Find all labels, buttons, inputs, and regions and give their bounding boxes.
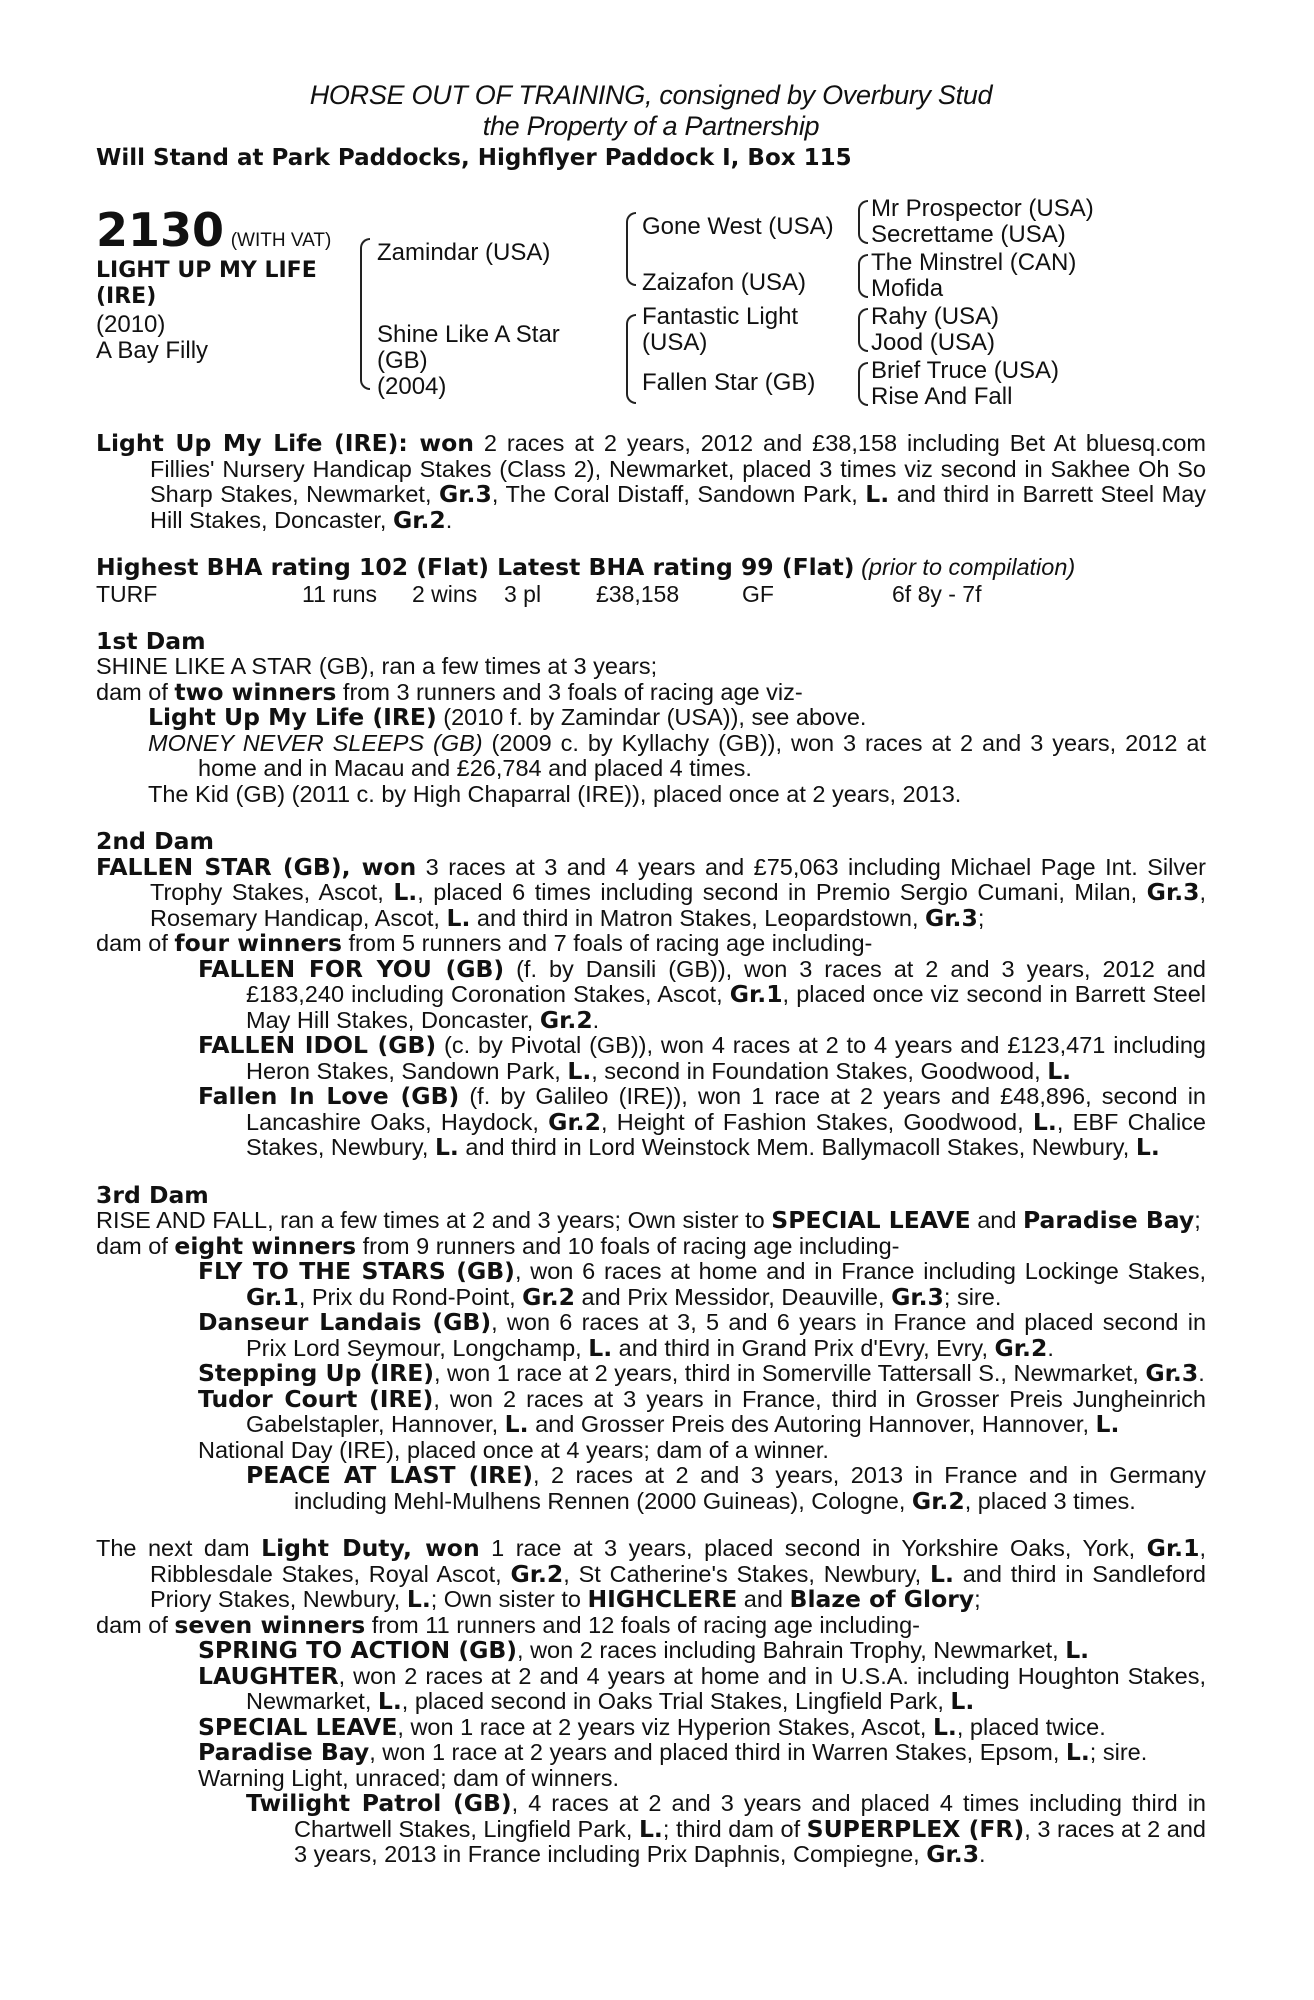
text-run: won: [419, 429, 474, 457]
text-run: dam of: [96, 1611, 175, 1638]
offspring-entry: [198, 1738, 1206, 1766]
text-run: Paradise Bay: [1022, 1206, 1195, 1234]
text-run: L.: [1032, 1107, 1057, 1136]
text-run: , The Coral Distaff, Sandown Park,: [491, 481, 858, 507]
text-run: .: [445, 506, 453, 533]
text-run: Light Up My Life (IRE): [96, 429, 399, 457]
text-run: , Height of Fashion Stakes, Goodwood,: [600, 1108, 1033, 1135]
header-consignor: HORSE OUT OF TRAINING, consigned by Overbury Stud: [309, 80, 993, 110]
second-dam-produce: [96, 931, 1206, 957]
first-dam-produce: [96, 677, 1206, 706]
text-run: from 9 runners and 10 foals of racing age including-: [356, 1232, 900, 1259]
text-run: ; Own sister to: [430, 1586, 588, 1612]
text-run: ; sire.: [1089, 1739, 1148, 1765]
text-run: L.: [434, 1133, 459, 1161]
pedigree-bracket: [858, 308, 868, 352]
offspring-entry: [198, 1308, 1207, 1362]
offspring-entry: [198, 1257, 1207, 1311]
third-dam-produce: [96, 1231, 1206, 1260]
text-run: L.: [865, 480, 890, 508]
text-run: (c. by Pivotal (GB)), won 4 races at 2 to 4 years and £123,471 including Heron Stakes, Sandown Park,: [246, 1032, 1206, 1084]
offspring-entry: [198, 1661, 1206, 1715]
text-run: .: [1047, 1334, 1054, 1361]
text-run: , Ribblesdale Stakes, Royal Ascot,: [150, 1535, 1206, 1587]
text-run: , won: [341, 852, 417, 881]
sire-dam: Zaizafon (USA): [642, 269, 807, 296]
text-run: Danseur Landais (GB): [198, 1308, 492, 1336]
ancestor: Mr Prospector (USA): [871, 195, 1094, 222]
text-run: L.: [377, 1687, 402, 1715]
ancestor: Mofida: [871, 275, 944, 302]
offspring-entry: [198, 1384, 1206, 1438]
text-run: Gr.1: [246, 1282, 299, 1311]
text-run: .: [592, 1006, 600, 1033]
grand-offspring-entry: [246, 1461, 1206, 1515]
ancestor: Jood (USA): [871, 329, 996, 356]
horse-name: LIGHT UP MY LIFE: [96, 258, 317, 283]
text-run: , won: [403, 1534, 480, 1562]
text-run: L.: [1135, 1133, 1160, 1161]
offspring-entry: [198, 1359, 1206, 1387]
text-run: L.: [638, 1814, 663, 1843]
first-dam-heading: 1st Dam: [96, 626, 206, 655]
pedigree-bracket: [858, 200, 868, 244]
text-run: and third in Barrett Steel May Hill Stakes, Doncaster,: [150, 481, 1207, 533]
pedigree-bracket: [360, 238, 370, 390]
text-run: L.: [393, 878, 418, 906]
text-run: FALLEN IDOL (GB): [198, 1031, 437, 1059]
text-run: .: [1198, 1360, 1205, 1386]
text-run: , placed 6 times including second in Premio Sergio Cumani, Milan,: [417, 879, 1147, 905]
text-run: Gr.3: [1145, 1359, 1199, 1387]
text-run: L.: [588, 1333, 613, 1362]
text-run: , placed second in Oaks Trial Stakes, Lingfield Park,: [401, 1688, 951, 1714]
text-run: L.: [406, 1585, 431, 1613]
text-run: , 3 races at 2 and 3 years, 2013 in France including Prix Daphnis, Compiegne,: [294, 1815, 1206, 1867]
text-run: , Rosemary Handicap, Ascot,: [150, 879, 1207, 931]
text-run: , 2 races at 2 and 3 years, 2013 in France and in Germany including Mehl-Mulhens Rennen (2000 Guineas), Cologne,: [294, 1462, 1206, 1514]
offspring-entry: [198, 1082, 1207, 1161]
header-property: the Property of a Partnership: [482, 111, 820, 141]
text-run: 11 runs: [302, 580, 378, 607]
text-run: , won 6 races at home and in France including Lockinge Stakes,: [514, 1258, 1207, 1284]
text-run: LAUGHTER: [198, 1661, 339, 1690]
horse-year: (2010): [96, 311, 166, 338]
text-run: from 3 runners and 3 foals of racing age viz-: [336, 678, 803, 705]
text-run: .: [979, 1841, 986, 1867]
text-run: dam of: [96, 678, 175, 705]
text-run: and Grosser Preis des Autoring Hannover, Hannover,: [528, 1411, 1096, 1437]
lot-number: 2130: [96, 203, 225, 257]
dam-year: (2004): [377, 373, 447, 400]
text-run: Gr.1: [1146, 1534, 1200, 1562]
text-run: (prior to compilation): [861, 554, 1076, 580]
text-run: Stepping Up (IRE): [198, 1359, 434, 1387]
pedigree-block: [96, 192, 1206, 417]
text-run: L.: [446, 903, 471, 932]
text-run: and third in Grand Prix d'Evry, Evry,: [612, 1334, 995, 1361]
text-run: , EBF Chalice Stakes, Newbury,: [246, 1108, 1207, 1160]
text-run: Gr.3: [439, 480, 492, 508]
ancestor: Secrettame (USA): [871, 221, 1066, 248]
text-run: ; third dam of: [662, 1815, 807, 1842]
text-run: , won 2 races including Bahrain Trophy, Newmarket,: [517, 1637, 1066, 1663]
text-run: Gr.2: [392, 505, 446, 534]
ratings-row: [96, 581, 1206, 607]
ancestor: The Minstrel (CAN): [871, 249, 1077, 276]
text-run: RISE AND FALL, ran a few times at 2 and 3 years; Own sister to: [96, 1207, 772, 1233]
text-run: Tudor Court (IRE): [198, 1384, 434, 1413]
text-run: L.: [1065, 1636, 1090, 1664]
text-run: and: [970, 1207, 1023, 1233]
text-run: ;: [974, 1586, 981, 1612]
offspring-entry: [198, 1712, 1206, 1741]
lot-heading: [96, 203, 332, 257]
text-run: Gr.3: [926, 1840, 980, 1868]
text-run: £38,158: [596, 580, 680, 607]
pedigree-bracket: [858, 362, 868, 406]
pedigree-bracket: [626, 314, 636, 404]
offspring-entry: [198, 1636, 1206, 1664]
text-run: , St Catherine's Stakes, Newbury,: [563, 1560, 930, 1587]
text-run: SPECIAL LEAVE: [198, 1712, 398, 1741]
text-run: Twilight Patrol (GB): [246, 1789, 512, 1817]
dam-name: Shine Like A Star: [377, 321, 560, 348]
text-run: from 5 runners and 7 foals of racing age including-: [342, 930, 873, 956]
text-run: L.: [567, 1056, 592, 1085]
offspring-entry: National Day (IRE), placed once at 4 years; dam of a winner.: [198, 1436, 829, 1463]
first-dam-line: SHINE LIKE A STAR (GB), ran a few times at 3 years;: [96, 653, 658, 679]
text-run: , placed once viz second in Barrett Steel May Hill Stakes, Doncaster,: [246, 981, 1207, 1033]
text-run: 1 race at 3 years, placed second in Yorkshire Oaks, York,: [479, 1535, 1147, 1561]
text-run: Gr.2: [911, 1486, 965, 1515]
text-run: SPECIAL LEAVE: [771, 1206, 971, 1234]
text-run: Light Duty: [261, 1534, 404, 1562]
text-run: 2 races at 2 years, 2012 and £38,158 including Bet At bluesq.com Fillies' Nursery Handicap Stakes (Class 2), Newmarket, placed 3 times viz second in Sakhee Oh So Sharp Stakes, Newmarket,: [150, 430, 1206, 507]
text-run: The next dam: [96, 1535, 262, 1561]
next-dam-record: [96, 1534, 1206, 1613]
text-run: Gr.1: [729, 980, 783, 1008]
vat-note: (WITH VAT): [230, 230, 332, 251]
text-run: 6f 8y - 7f: [892, 580, 982, 607]
text-run: ; sire.: [943, 1283, 1002, 1310]
text-run: L.: [1047, 1056, 1072, 1085]
text-run: two winners: [174, 677, 337, 706]
horse-description: A Bay Filly: [96, 337, 209, 364]
pedigree-bracket: [626, 212, 636, 286]
offspring-entry: [148, 703, 1206, 731]
text-run: ;: [1194, 1207, 1201, 1233]
text-run: 3 pl: [504, 580, 542, 607]
text-run: , 4 races at 2 and 3 years and placed 4 times including third in Chartwell Stakes, Lingfield Park,: [294, 1790, 1206, 1842]
text-run: L.: [930, 1559, 954, 1588]
sire-sire: Gone West (USA): [642, 213, 834, 240]
offspring-entry: Warning Light, unraced; dam of winners.: [198, 1764, 620, 1791]
text-run: SUPERPLEX (FR): [806, 1814, 1025, 1843]
ratings-heading: [96, 555, 1206, 581]
text-run: , won 6 races at 3, 5 and 6 years in France and placed second in Prix Lord Seymour, Longchamp,: [246, 1309, 1207, 1361]
dam-dam: Fallen Star (GB): [642, 369, 816, 396]
catalogue-page: [96, 80, 1206, 1868]
text-run: , won 1 race at 2 years viz Hyperion Stakes, Ascot,: [397, 1713, 933, 1740]
text-run: Fallen In Love (GB): [198, 1082, 460, 1110]
text-run: Gr.2: [522, 1282, 575, 1311]
text-run: Gr.2: [548, 1107, 601, 1136]
text-run: Gr.3: [925, 903, 978, 932]
text-run: Gr.3: [1146, 878, 1200, 906]
text-run: dam of: [96, 1232, 175, 1259]
offspring-entry: [148, 729, 1206, 782]
race-summary: Light Up My Life (IRE): won 2 races at 2 years, 2012 and £38,158 including Bet At bluesq.com Fillies' Nursery Handicap Stakes (Class 2), Newmarket, placed 3 times viz second in Sakhee Oh So Sharp Stakes, Newmarket, Gr.3, The Coral Distaff, Sandown Park, L. and third in Barrett Steel May Hill Stakes, Doncaster, Gr.2.: [96, 429, 1207, 534]
text-run: , placed twice.: [956, 1713, 1106, 1740]
text-run: and Prix Messidor, Deauville,: [574, 1283, 892, 1310]
text-run: seven winners: [174, 1610, 366, 1639]
text-run: L.: [1095, 1410, 1120, 1438]
text-run: four winners: [174, 929, 342, 957]
text-run: (f. by Galileo (IRE)), won 1 race at 2 years and £48,896, second in Lancashire Oaks, Haydock,: [246, 1083, 1206, 1135]
second-dam-record: [96, 852, 1207, 932]
text-run: , placed 3 times.: [964, 1487, 1136, 1514]
ancestor: Rise And Fall: [871, 383, 1013, 410]
third-dam-record: [96, 1206, 1206, 1234]
ancestor: Rahy (USA): [871, 303, 1000, 330]
text-run: 3 races at 3 and 4 years and £75,063 including Michael Page Int. Silver Trophy Stakes, Ascot,: [150, 853, 1206, 905]
text-run: L.: [950, 1687, 975, 1715]
text-run: dam of: [96, 930, 175, 956]
text-run: , won 1 race at 2 years and placed third in Warren Stakes, Epsom,: [369, 1739, 1066, 1765]
text-run: PEACE AT LAST (IRE): [246, 1461, 534, 1489]
text-run: Gr.2: [994, 1333, 1048, 1362]
dam-sire-suffix: (USA): [642, 329, 708, 356]
dam-sire: Fantastic Light: [642, 303, 799, 330]
offspring-entry: [198, 1031, 1206, 1085]
text-run: L.: [932, 1712, 957, 1741]
text-run: , won 2 races at 3 years in France, third in Grosser Preis Jungheinrich Gabelstapler, Hannover,: [246, 1385, 1206, 1437]
text-run: Paradise Bay: [198, 1738, 370, 1766]
text-run: , won 2 races at 2 and 4 years at home and in U.S.A. including Houghton Stakes, Newmarket,: [246, 1662, 1206, 1714]
text-run: Blaze of Glory: [789, 1585, 975, 1613]
text-run: and third in Lord Weinstock Mem. Ballymacoll Stakes, Newbury,: [458, 1134, 1136, 1160]
text-run: Gr.2: [539, 1005, 593, 1034]
text-run: and: [737, 1586, 790, 1612]
ancestor: Brief Truce (USA): [871, 357, 1060, 384]
second-dam-heading: 2nd Dam: [96, 827, 214, 855]
text-run: , second in Foundation Stakes, Goodwood,: [591, 1057, 1048, 1084]
text-run: Highest BHA rating 102 (Flat) Latest BHA rating 99 (Flat): [96, 553, 855, 581]
text-run: eight winners: [174, 1231, 357, 1260]
text-run: and third in Sandleford Priory Stakes, Newbury,: [150, 1560, 1206, 1612]
text-run: (f. by Dansili (GB)), won 3 races at 2 and 3 years, 2012 and £183,240 including Coronation Stakes, Ascot,: [246, 955, 1206, 1007]
text-run: FALLEN FOR YOU (GB): [198, 954, 505, 983]
text-run: , won 1 race at 2 years, third in Somerville Tattersall S., Newmarket,: [434, 1360, 1146, 1386]
grand-offspring-entry: [246, 1789, 1206, 1868]
text-run: TURF: [96, 580, 158, 607]
text-run: , Prix du Rond-Point,: [298, 1283, 523, 1310]
pedigree-bracket: [858, 254, 868, 298]
text-run: GF: [742, 580, 774, 607]
text-run: Light Up My Life (IRE): [148, 703, 437, 731]
text-run: (2010 f. by Zamindar (USA)), see above.: [436, 704, 867, 730]
text-run: Gr.2: [510, 1559, 564, 1588]
text-run: 2 wins: [412, 580, 478, 607]
text-run: L.: [504, 1410, 529, 1438]
text-run: SPRING TO ACTION (GB): [198, 1636, 518, 1664]
text-run: and third in Matron Stakes, Leopardstown,: [470, 904, 925, 931]
text-run: MONEY NEVER SLEEPS (GB): [148, 729, 483, 756]
offspring-entry: The Kid (GB) (2011 c. by High Chaparral (IRE)), placed once at 2 years, 2013.: [148, 780, 962, 807]
text-run: from 11 runners and 12 foals of racing age including-: [365, 1611, 920, 1638]
text-run: L.: [1065, 1738, 1090, 1766]
text-run: ;: [977, 904, 985, 931]
third-dam-heading: 3rd Dam: [96, 1180, 209, 1209]
text-run: FALLEN STAR (GB): [96, 852, 342, 881]
horse-name-suffix: (IRE): [96, 284, 157, 309]
next-dam-produce: [96, 1610, 1206, 1639]
text-run: FLY TO THE STARS (GB): [198, 1257, 515, 1285]
offspring-entry: [198, 954, 1207, 1034]
text-run: (2009 c. by Kyllachy (GB)), won 3 races at 2 and 3 years, 2012 at home and in Macau and £26,784 and placed 4 times.: [198, 729, 1206, 781]
dam-name-suffix: (GB): [377, 347, 428, 374]
text-run: HIGHCLERE: [587, 1585, 738, 1613]
text-run: Gr.3: [891, 1282, 944, 1311]
sire: Zamindar (USA): [377, 239, 551, 266]
header-stand: Will Stand at Park Paddocks, Highflyer Paddock I, Box 115: [96, 145, 852, 171]
